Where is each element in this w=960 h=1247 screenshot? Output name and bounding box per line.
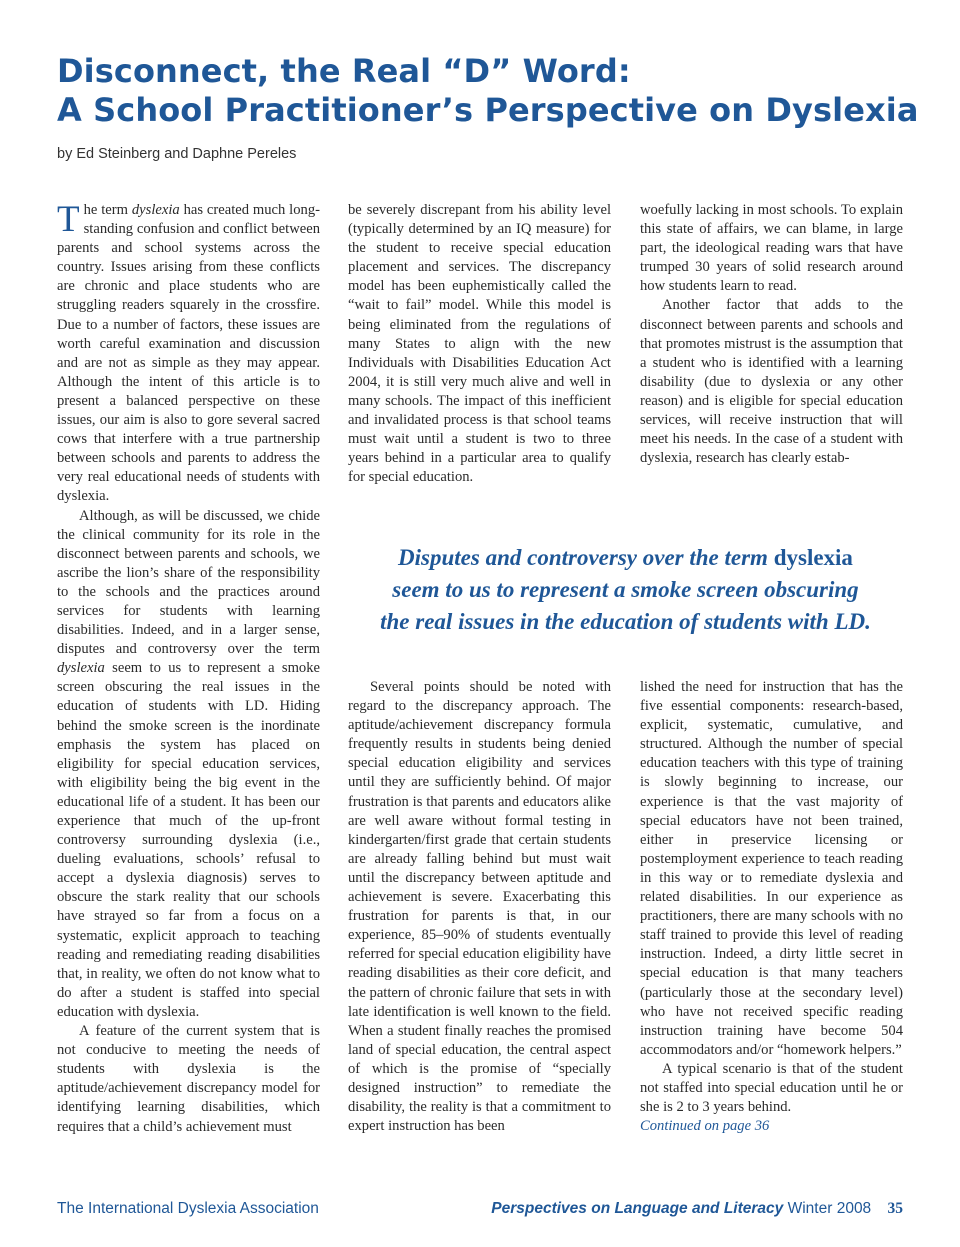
emphasis-term: dyslexia xyxy=(773,545,853,570)
paragraph: Several points should be noted with regard to the discrepancy approach. The aptitude/achievement discrepancy formula frequently results in students being denied special education eligibility and services until they are sufficiently behind. Of major frustration is that parents and educators alike are well aware without formal testing in kindergarten/first grade that certain students are already falling behind but must wait until the discrepancy between aptitude and achievement is severe. Exacerbating this frustration for parents is that, in our experience, 85–90% of students eventually referred for special education eligibility have reading disabilities as their core deficit, and the pattern of chronic failure that sets in with late identification is well known to the field. When a student finally reaches the promised land of special education, the central aspect of which is the promise of “specially designed instruction” to remediate the disability, the reality is that a commitment to expert instruction has been xyxy=(348,679,611,1135)
emphasis-term: dyslexia xyxy=(57,660,105,677)
text-run: has created much long-standing confusion and conflict between parents and school systems across the country. Issues arising from these conflicts are chronic and place students who are struggling readers squarely in the crossfire. Due to a number of factors, these issues are worth careful examination and discussion and are not as simple as they may appear. Although the intent of this article is to present a balanced perspective on these issues, our aim is also to gore several sacred cows that interfere with a true partnership between schools and parents to address the very real educational needs of students with dyslexia. xyxy=(57,202,320,505)
column-2-top xyxy=(348,201,611,487)
text-run: he term xyxy=(83,202,132,218)
pull-quote-line: seem to us to represent a smoke screen obscuring xyxy=(392,577,859,602)
pull-quote xyxy=(348,542,903,638)
paragraph: A typical scenario is that of the student not staffed into special education until he or she is 2 to 3 years behind. xyxy=(640,1060,903,1116)
text-run: Disputes and controversy over the term xyxy=(398,545,774,570)
footer-journal: Perspectives on Language and Literacy xyxy=(491,1200,784,1217)
footer-organization: The International Dyslexia Association xyxy=(57,1200,319,1217)
paragraph: lished the need for instruction that has the five essential components: research-based, explicit, systematic, cumulative, and structured. Although the number of special education teachers with this type of training is slowly beginning to increase, our experience is that the vast majority of special educators have not been trained, either in preservice licensing or postemployment experience to teach reading in this way or to remediate dyslexia and related disabilities. In our experience as practitioners, there are many schools with no staff trained to provide this level of reading instruction. Indeed, a dirty little secret in special education is that many teachers (particularly those at the secondary level) who have not received specific reading instruction training have become 504 accommodators and/or “homework helpers.” xyxy=(640,679,903,1058)
text-run: seem to us to represent a smoke screen obscuring the real issues in the education of students with LD. Hiding behind the smoke screen is the inordinate emphasis the system has placed on eligibility for special education services, with eligibility being the big event in the educational life of a student. It has been our experience that much of the up-front controversy surrounding dyslexia (i.e., dueling evaluations, schools’ refusal to accept a dyslexia diagnosis) serves to obscure the stark reality that our schools have strayed so far from a focus on a systematic, explicit approach to teaching reading and remediating reading disabilities that, in reality, we often do not know what to do after a student is staffed into special education with dyslexia. xyxy=(57,660,320,1020)
paragraph: be severely discrepant from his ability level (typically determined by an IQ measure) for the student to receive special education placement and services. The discrepancy model has been euphemistically called the “wait to fail” model. While this model is being eliminated from the regulations of many States to align with the new Individuals with Disabilities Education Act 2004, it is still very much alive and well in many schools. The impact of this inefficient and invalidated process is that school teams must wait until a student is two to three years behind in a particular area to qualify for special education. xyxy=(348,202,611,486)
paragraph xyxy=(57,201,320,507)
column-3-top xyxy=(640,201,903,468)
continued-link[interactable]: Continued on page 36 xyxy=(640,1118,770,1135)
paragraph: Another factor that adds to the disconnect between parents and schools and that promotes mistrust is the assumption that a student who is identified with a learning disability (due to dyslexia or any other reason) and is eligible for special education services, will receive instruction that will meet his needs. In the case of a student with dyslexia, research has clearly estab- xyxy=(640,297,903,467)
byline: by Ed Steinberg and Daphne Pereles xyxy=(57,146,297,162)
column-1 xyxy=(57,201,320,1137)
paragraph: woefully lacking in most schools. To explain this state of affairs, we can blame, in large part, the ideological reading wars that have trumped 30 years of solid research around how students learn to read. xyxy=(640,202,903,295)
article-title xyxy=(57,52,917,130)
pull-quote-line: the real issues in the education of students with LD. xyxy=(380,609,871,634)
emphasis-term: dyslexia xyxy=(131,202,180,218)
paragraph xyxy=(57,507,320,1023)
page-number: 35 xyxy=(887,1200,903,1217)
article-title-line2: A School Practitioner’s Perspective on Dyslexia xyxy=(57,91,919,129)
article-title-line1: Disconnect, the Real “D” Word: xyxy=(57,52,631,90)
pull-quote-line xyxy=(348,542,903,574)
paragraph: A feature of the current system that is not conducive to meeting the needs of students with dyslexia is the aptitude/achievement discrepancy model for identifying learning disabilities, which requires that a child’s achievement must xyxy=(57,1023,320,1135)
text-run: Although, as will be discussed, we chide the clinical community for its role in the disconnect between parents and schools, we ascribe the lion’s share of the responsibility to the schools and the practices around services for students with learning disabilities. Indeed, and in a larger sense, disputes and controversy over the term xyxy=(57,507,320,658)
column-2-bottom xyxy=(348,678,611,1136)
footer-issue: Winter 2008 xyxy=(787,1200,872,1217)
column-3-bottom xyxy=(640,678,903,1136)
drop-cap: T xyxy=(57,199,80,240)
footer-publication xyxy=(491,1200,903,1218)
